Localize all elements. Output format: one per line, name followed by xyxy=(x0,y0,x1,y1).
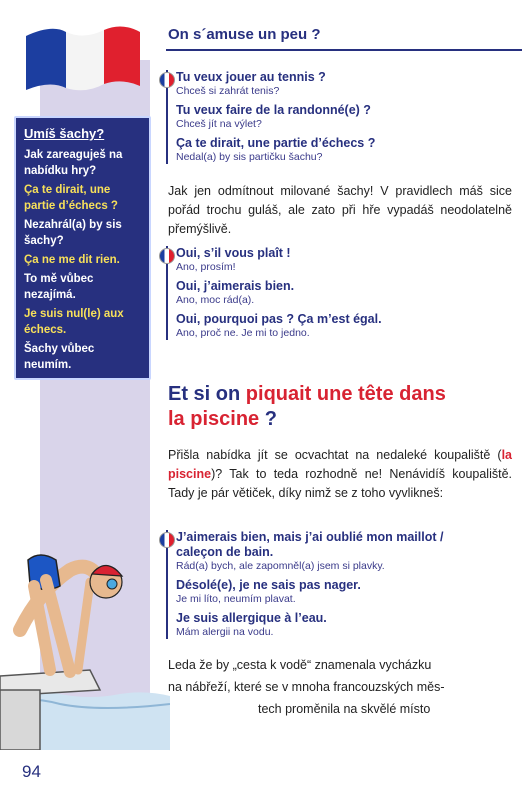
phrase-cz: Mám alergii na vodu. xyxy=(176,626,274,638)
answer-cz: Ano, moc rád(a). xyxy=(176,294,255,306)
phrase-fr: J’aimerais bien, mais j’ai oublié mon maillot / caleçon de bain. xyxy=(176,530,444,559)
phrase-fr: Ça te dirait, une partie d’échecs ? xyxy=(176,136,376,150)
swimmer-illustration xyxy=(0,490,170,750)
section1-paragraph: Jak jen odmítnout milované šachy! V pravidlech máš sice pořád trochu guláš, ale zato při hře vypadáš neodolatelně přemýšlivě. xyxy=(168,184,512,236)
answer-fr: Oui, pourquoi pas ? Ça m’est égal. xyxy=(176,312,382,326)
sidebar-title: Umíš šachy? xyxy=(24,126,105,141)
sidebar-q2-cz: To mě vůbec nezajímá. xyxy=(24,273,94,301)
phrase-cz: Je mi líto, neumím plavat. xyxy=(176,593,296,605)
section1-phrases xyxy=(166,70,375,164)
french-flag-image xyxy=(22,22,144,96)
section1-answers xyxy=(166,246,382,340)
sidebar-q3-fr: Je suis nul(le) aux échecs. xyxy=(24,308,124,336)
sidebar-q3-cz: Šachy vůbec neumím. xyxy=(24,343,95,371)
phrase-cz: Chceš si zahrát tenis? xyxy=(176,85,280,97)
sidebar-q1-fr: Ça te dirait, une partie d’échecs ? xyxy=(24,184,118,212)
answer-fr: Oui, j’aimerais bien. xyxy=(176,279,295,293)
answer-cz: Ano, prosím! xyxy=(176,261,236,273)
section2-paragraph xyxy=(168,446,512,503)
sidebar-q2-fr: Ça ne me dit rien. xyxy=(24,254,120,266)
sidebar-intro: Jak zareaguješ na nabídku hry? xyxy=(24,149,123,177)
phrase-cz: Rád(a) bych, ale zapomněl(a) jsem si plavky. xyxy=(176,560,385,572)
sidebar-chess-box xyxy=(14,116,151,380)
heading-divider xyxy=(166,49,522,51)
paragraph-text: )? Tak to teda rozhodně ne! Nenávidíš koupaliště. Tady je pár větiček, díky nimž se z toho vyvlikneš: xyxy=(168,467,512,500)
phrase-fr: Désolé(e), je ne sais pas nager. xyxy=(176,578,361,592)
section2-heading xyxy=(168,382,488,432)
closing-line-2: na nábřeží, které se v mnoha francouzských měs- xyxy=(168,680,445,694)
closing-line-1: Leda že by „cesta k vodě“ znamenala vycházku xyxy=(168,658,432,672)
heading-part-highlight: la piscine xyxy=(168,408,260,430)
sidebar-q1-cz: Nezahrál(a) by sis šachy? xyxy=(24,219,122,247)
section1-heading: On s´amuse un peu ? xyxy=(168,26,321,43)
paragraph-text: Přišla nabídka jít se ocvachtat na nedaleké koupaliště ( xyxy=(168,448,502,462)
heading-part: ? xyxy=(259,408,277,430)
phrase-cz: Chceš jít na výlet? xyxy=(176,118,262,130)
section2-phrases xyxy=(166,530,476,639)
answer-fr: Oui, s’il vous plaît ! xyxy=(176,246,291,260)
phrase-cz: Nedal(a) by sis partičku šachu? xyxy=(176,151,323,163)
phrase-fr: Tu veux faire de la randonné(e) ? xyxy=(176,103,371,117)
phrase-fr: Tu veux jouer au tennis ? xyxy=(176,70,326,84)
page-number: 94 xyxy=(22,762,41,781)
french-flag-dot-icon xyxy=(159,72,175,88)
phrase-fr: Je suis allergique à l’eau. xyxy=(176,611,327,625)
closing-line-3: tech proměnila na skvělé místo xyxy=(258,702,431,716)
paragraph-highlight: la piscine xyxy=(168,448,512,481)
heading-part-highlight: piquait une tête dans xyxy=(245,383,446,405)
french-flag-dot-icon xyxy=(159,248,175,264)
heading-part: Et si on xyxy=(168,383,246,405)
answer-cz: Ano, proč ne. Je mi to jedno. xyxy=(176,327,310,339)
